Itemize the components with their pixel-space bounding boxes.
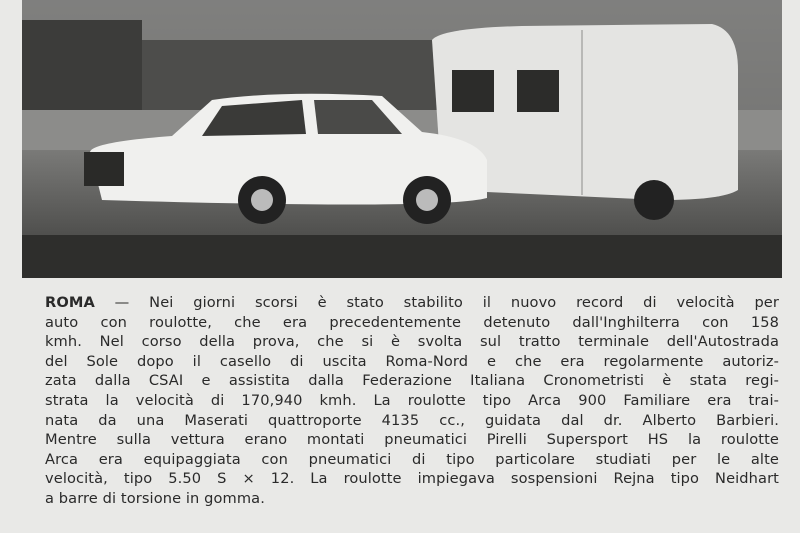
article-line-text: — Nei giorni scorsi è stato stabilito il nuovo record di velocità per (94, 294, 779, 311)
article-line: a barre di torsione in gomma. (45, 489, 265, 507)
dateline: ROMA (45, 294, 95, 311)
article-line: auto con roulotte, che era precedentemente detenuto dall'Inghilterra con 158 (45, 313, 779, 331)
article-line: velocità, tipo 5.50 S × 12. La roulotte impiegava sospensioni Rejna tipo Neidhart (45, 470, 779, 488)
article-line: zata dalla CSAI e assistita dalla Federazione Italiana Cronometristi è stata regi- (45, 372, 779, 390)
article-line: del Sole dopo il casello di uscita Roma-Nord e che era regolarmente autoriz- (45, 352, 779, 370)
article-line: nata da una Maserati quattroporte 4135 cc., guidata dal dr. Alberto Barbieri. (45, 411, 779, 429)
photo-car-with-caravan (22, 0, 782, 278)
article-line (45, 293, 779, 313)
article-line: kmh. Nel corso della prova, che si è svolta sul tratto terminale dell'Autostrada (45, 333, 779, 351)
article-text (45, 293, 779, 509)
article-line: Mentre sulla vettura erano montati pneumatici Pirelli Supersport HS la roulotte (45, 431, 779, 449)
article-line: strata la velocità di 170,940 kmh. La roulotte tipo Arca 900 Familiare era trai- (45, 391, 779, 409)
article-line: Arca era equipaggiata con pneumatici di tipo particolare studiati per le alte (45, 450, 779, 468)
